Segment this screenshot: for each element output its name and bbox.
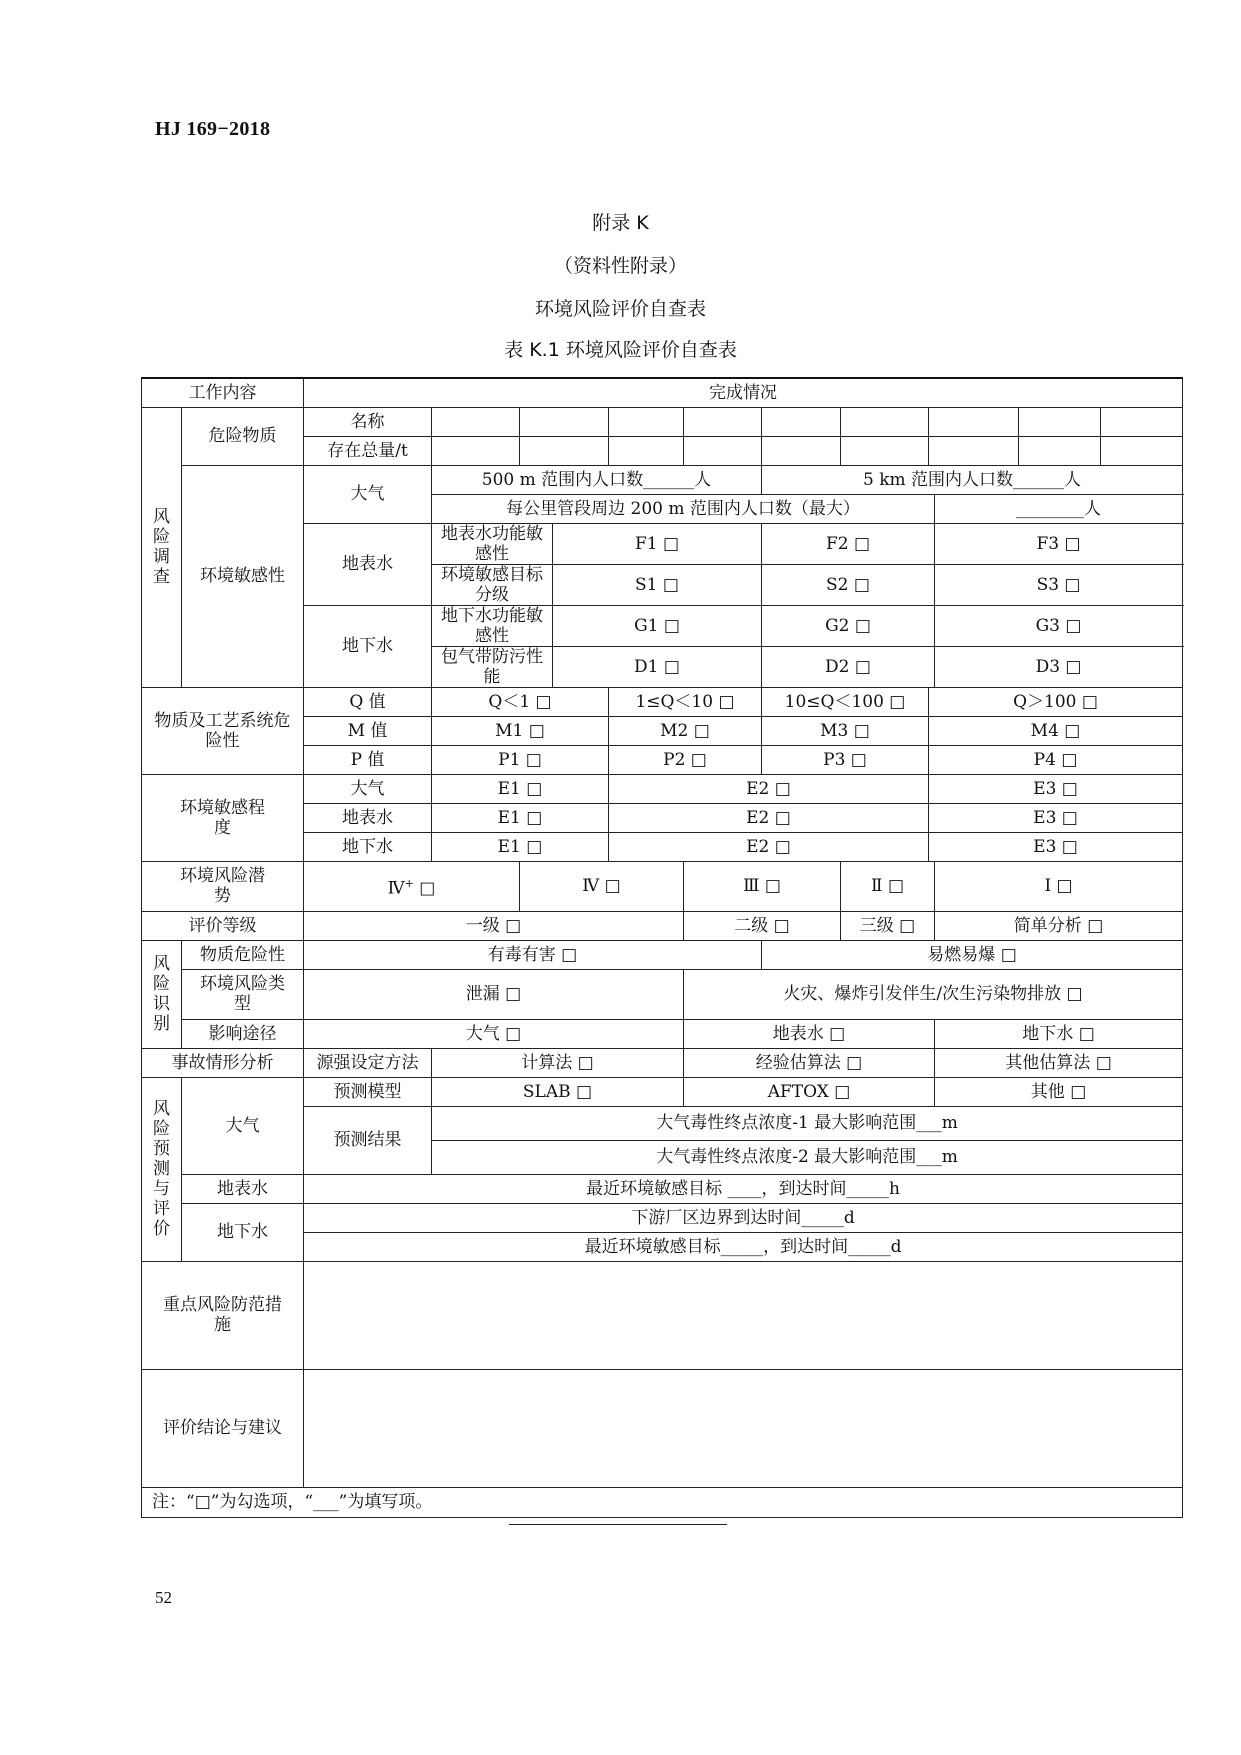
sw-target: 环境敏感目标分级 <box>432 564 553 605</box>
name-cell-2[interactable] <box>520 407 609 436</box>
label-pathway: 影响途径 <box>182 1019 304 1048</box>
option-air-e3[interactable]: E3 □ <box>929 774 1183 803</box>
option-pot-4plus[interactable]: Ⅳ+ □ <box>304 861 520 911</box>
qty-cell-1[interactable] <box>432 436 520 465</box>
name-cell-8[interactable] <box>1019 407 1101 436</box>
option-pot-4[interactable]: Ⅳ □ <box>520 861 684 911</box>
label-eval-level: 评价等级 <box>142 911 304 940</box>
table-caption: 表 K.1 环境风险评价自查表 <box>504 339 737 361</box>
option-p3[interactable]: P3 □ <box>762 745 929 774</box>
vadose-zone: 包气带防污性能 <box>432 646 553 687</box>
name-cell-6[interactable] <box>841 407 929 436</box>
name-cell-7[interactable] <box>929 407 1019 436</box>
option-leak[interactable]: 泄漏 □ <box>304 969 684 1019</box>
label-substance-name: 名称 <box>304 407 432 436</box>
option-level-3[interactable]: 三级 □ <box>841 911 935 940</box>
label-degree-sw: 地表水 <box>304 803 432 832</box>
label-hazard-substance: 危险物质 <box>182 407 304 465</box>
option-other-est[interactable]: 其他估算法 □ <box>935 1048 1183 1077</box>
pipeline-pop-fill[interactable]: ________人 <box>935 494 1183 523</box>
name-cell-9[interactable] <box>1101 407 1183 436</box>
conclusion-field[interactable] <box>304 1369 1183 1487</box>
option-m3[interactable]: M3 □ <box>762 716 929 745</box>
option-m2[interactable]: M2 □ <box>609 716 762 745</box>
label-result: 预测结果 <box>304 1106 432 1174</box>
label-process-hazard: 物质及工艺系统危险性 <box>142 687 304 774</box>
option-pot-2[interactable]: Ⅱ □ <box>841 861 935 911</box>
table-note: 注：“□”为勾选项，“___”为填写项。 <box>142 1487 1183 1517</box>
header-status: 完成情况 <box>304 378 1183 407</box>
option-s1[interactable]: S1 □ <box>553 564 762 605</box>
option-d2[interactable]: D2 □ <box>762 646 935 687</box>
label-substance-hazard: 物质危险性 <box>182 940 304 969</box>
gw-predict-2[interactable]: 最近环境敏感目标_____，到达时间_____d <box>304 1232 1183 1261</box>
option-sw-e3[interactable]: E3 □ <box>929 803 1183 832</box>
option-aftox[interactable]: AFTOX □ <box>684 1077 935 1106</box>
qty-cell-3[interactable] <box>609 436 684 465</box>
option-q3[interactable]: 10≤Q＜100 □ <box>762 687 929 716</box>
label-predict-air: 大气 <box>182 1077 304 1174</box>
label-total-quantity: 存在总量/t <box>304 436 432 465</box>
option-gw-e1[interactable]: E1 □ <box>432 832 609 861</box>
option-d3[interactable]: D3 □ <box>935 646 1183 687</box>
option-p2[interactable]: P2 □ <box>609 745 762 774</box>
option-q2[interactable]: 1≤Q＜10 □ <box>609 687 762 716</box>
option-fire[interactable]: 火灾、爆炸引发伴生/次生污染物排放 □ <box>684 969 1183 1019</box>
label-env-sens-degree: 环境敏感程度 <box>142 774 304 861</box>
appendix-type: （资料性附录） <box>553 255 687 277</box>
air-pop-500m[interactable]: 500 m 范围内人口数______人 <box>432 465 762 494</box>
option-q1[interactable]: Q＜1 □ <box>432 687 609 716</box>
end-divider <box>509 1524 727 1525</box>
option-g2[interactable]: G2 □ <box>762 605 935 646</box>
option-level-2[interactable]: 二级 □ <box>684 911 841 940</box>
section-risk-predict: 风险预测与评价 <box>142 1077 182 1261</box>
option-level-1[interactable]: 一级 □ <box>304 911 684 940</box>
option-pot-1[interactable]: Ⅰ □ <box>935 861 1183 911</box>
label-conclusion: 评价结论与建议 <box>142 1369 304 1487</box>
qty-cell-5[interactable] <box>762 436 841 465</box>
option-p4[interactable]: P4 □ <box>929 745 1183 774</box>
gw-predict-1[interactable]: 下游厂区边界到达时间_____d <box>304 1203 1183 1232</box>
option-slab[interactable]: SLAB □ <box>432 1077 684 1106</box>
option-path-sw[interactable]: 地表水 □ <box>684 1019 935 1048</box>
option-p1[interactable]: P1 □ <box>432 745 609 774</box>
option-q4[interactable]: Q＞100 □ <box>929 687 1183 716</box>
qty-cell-9[interactable] <box>1101 436 1183 465</box>
air-pop-5km[interactable]: 5 km 范围内人口数______人 <box>762 465 1183 494</box>
label-degree-air: 大气 <box>304 774 432 803</box>
label-degree-gw: 地下水 <box>304 832 432 861</box>
option-f2[interactable]: F2 □ <box>762 523 935 564</box>
option-other-model[interactable]: 其他 □ <box>935 1077 1183 1106</box>
qty-cell-6[interactable] <box>841 436 929 465</box>
option-calc[interactable]: 计算法 □ <box>432 1048 684 1077</box>
key-measures-field[interactable] <box>304 1261 1183 1369</box>
option-toxic[interactable]: 有毒有害 □ <box>304 940 762 969</box>
label-air: 大气 <box>304 465 432 523</box>
option-air-e1[interactable]: E1 □ <box>432 774 609 803</box>
option-sw-e1[interactable]: E1 □ <box>432 803 609 832</box>
label-accident: 事故情形分析 <box>142 1048 304 1077</box>
option-level-simple[interactable]: 简单分析 □ <box>935 911 1183 940</box>
option-f1[interactable]: F1 □ <box>553 523 762 564</box>
option-sw-e2[interactable]: E2 □ <box>609 803 929 832</box>
name-cell-5[interactable] <box>762 407 841 436</box>
section-risk-survey: 风险调查 <box>142 407 182 687</box>
option-g1[interactable]: G1 □ <box>553 605 762 646</box>
sw-predict[interactable]: 最近环境敏感目标 ____，到达时间_____h <box>304 1174 1183 1203</box>
standard-code: HJ 169−2018 <box>155 118 271 140</box>
label-risk-type: 环境风险类型 <box>182 969 304 1019</box>
label-predict-gw: 地下水 <box>182 1203 304 1261</box>
option-path-gw[interactable]: 地下水 □ <box>935 1019 1183 1048</box>
option-gw-e3[interactable]: E3 □ <box>929 832 1183 861</box>
label-source-method: 源强设定方法 <box>304 1048 432 1077</box>
sw-function: 地表水功能敏感性 <box>432 523 553 564</box>
self-check-table <box>141 377 1183 1518</box>
page-number: 52 <box>155 1588 172 1607</box>
label-model: 预测模型 <box>304 1077 432 1106</box>
option-m4[interactable]: M4 □ <box>929 716 1183 745</box>
appendix-title: 附录 K <box>592 212 649 234</box>
name-cell-3[interactable] <box>609 407 684 436</box>
result-tox1[interactable]: 大气毒性终点浓度-1 最大影响范围___m <box>432 1106 1183 1140</box>
appendix-name: 环境风险评价自查表 <box>534 298 706 320</box>
option-empirical[interactable]: 经验估算法 □ <box>684 1048 935 1077</box>
label-env-sensitivity: 环境敏感性 <box>182 465 304 687</box>
pipeline-pop: 每公里管段周边 200 m 范围内人口数（最大） <box>432 494 935 523</box>
label-risk-potential: 环境风险潜势 <box>142 861 304 911</box>
label-predict-sw: 地表水 <box>182 1174 304 1203</box>
option-pot-3[interactable]: Ⅲ □ <box>684 861 841 911</box>
header-work: 工作内容 <box>142 378 304 407</box>
label-surface-water: 地表水 <box>304 523 432 605</box>
option-g3[interactable]: G3 □ <box>935 605 1183 646</box>
qty-cell-4[interactable] <box>684 436 762 465</box>
label-p-value: P 值 <box>304 745 432 774</box>
qty-cell-2[interactable] <box>520 436 609 465</box>
section-risk-identify: 风险识别 <box>142 940 182 1048</box>
label-groundwater: 地下水 <box>304 605 432 687</box>
gw-function: 地下水功能敏感性 <box>432 605 553 646</box>
qty-cell-7[interactable] <box>929 436 1019 465</box>
label-key-measures: 重点风险防范措施 <box>142 1261 304 1369</box>
result-tox2[interactable]: 大气毒性终点浓度-2 最大影响范围___m <box>432 1140 1183 1174</box>
option-d1[interactable]: D1 □ <box>553 646 762 687</box>
option-f3[interactable]: F3 □ <box>935 523 1183 564</box>
option-flammable[interactable]: 易燃易爆 □ <box>762 940 1183 969</box>
option-path-air[interactable]: 大气 □ <box>304 1019 684 1048</box>
name-cell-1[interactable] <box>432 407 520 436</box>
qty-cell-8[interactable] <box>1019 436 1101 465</box>
option-air-e2[interactable]: E2 □ <box>609 774 929 803</box>
label-m-value: M 值 <box>304 716 432 745</box>
option-gw-e2[interactable]: E2 □ <box>609 832 929 861</box>
option-m1[interactable]: M1 □ <box>432 716 609 745</box>
option-s2[interactable]: S2 □ <box>762 564 935 605</box>
name-cell-4[interactable] <box>684 407 762 436</box>
label-q-value: Q 值 <box>304 687 432 716</box>
option-s3[interactable]: S3 □ <box>935 564 1183 605</box>
